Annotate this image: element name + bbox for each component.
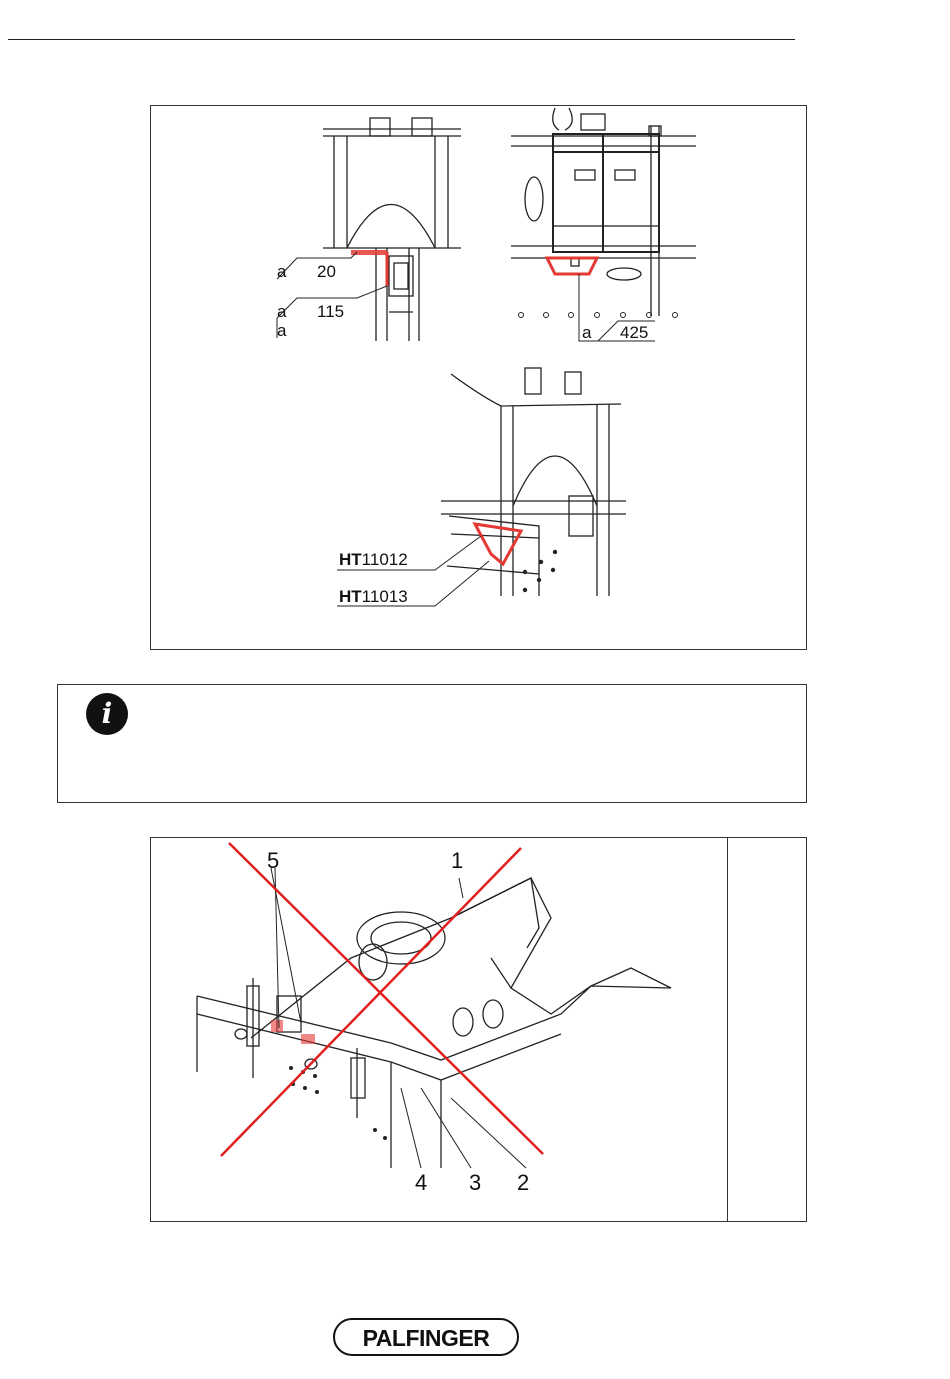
figure-legend-divider <box>727 838 728 1221</box>
weld-a-label: a <box>277 302 287 321</box>
callout-4: 4 <box>415 1170 428 1195</box>
weld-seam-ht <box>475 524 521 564</box>
weld-a-label: a <box>582 323 592 342</box>
crane-base-section-drawing <box>511 108 696 316</box>
weld-size-label: 20 <box>317 262 336 281</box>
ht-part-label: HT11012 <box>339 550 408 569</box>
bolt-hole-row <box>519 313 678 318</box>
callout-2: 2 <box>517 1170 530 1195</box>
header-rule <box>8 39 795 40</box>
weld-a-label: a <box>277 262 287 281</box>
weld-drawings <box>151 106 808 651</box>
callout-5: 5 <box>267 848 280 873</box>
isometric-bracket-drawing <box>441 368 626 596</box>
ht-part-label: HT11013 <box>339 587 408 606</box>
callout-1: 1 <box>451 848 464 873</box>
bracket-holes <box>523 550 557 592</box>
subframe-isometric-drawing <box>151 838 808 1223</box>
callout-3: 3 <box>469 1170 482 1195</box>
incorrect-mounting-figure <box>150 837 807 1222</box>
weld-size-label: 425 <box>620 323 649 342</box>
weld-detail-figure <box>150 105 807 650</box>
info-note <box>57 684 807 803</box>
info-icon: i <box>86 693 128 735</box>
palfinger-logo: PALFINGER <box>333 1318 519 1356</box>
weld-a-label: a <box>277 321 287 340</box>
weld-size-label: 115 <box>317 302 345 321</box>
incorrect-cross-mark <box>221 843 543 1156</box>
